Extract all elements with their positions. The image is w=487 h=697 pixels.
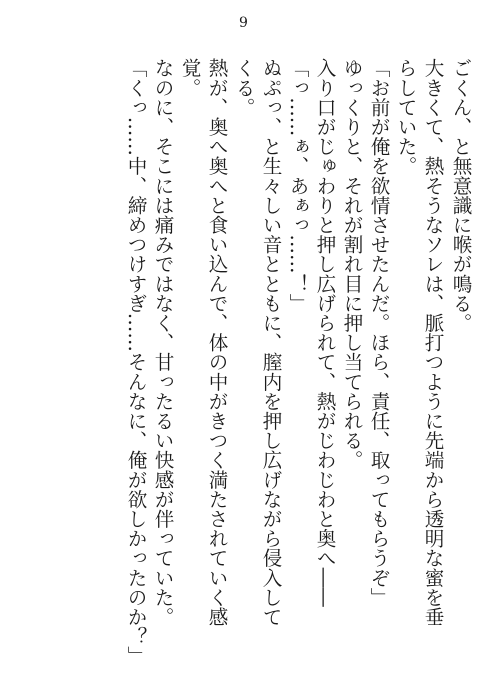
text-line-6: 入り口がじゅわりと押し広げられて、熱がじわじわと奥へ―― xyxy=(313,58,336,607)
text-line-13: 「くっ……中、締めつけすぎ……そんなに、俺が欲しかったのか？」 xyxy=(124,58,147,666)
text-line-4: 「お前が俺を欲情させたんだ。ほら、責任、取ってもらうぞ」 xyxy=(367,58,390,607)
page-number: 9 xyxy=(239,15,248,31)
text-line-10: 熱が、奥へ奥へと食い込んで、体の中がきつく満たされていく感 xyxy=(205,58,228,627)
text-line-8: ぬぷっ、と生々しい音とともに、膣内を押し広げながら侵入して xyxy=(259,58,282,627)
text-line-9: くる。 xyxy=(232,58,255,117)
text-line-12: なのに、そこには痛みではなく、甘ったるい快感が伴っていた。 xyxy=(151,58,174,627)
text-line-7: 「っ……ぁ、あぁっ……！」 xyxy=(286,58,309,313)
text-line-2: 大きくて、熱そうなソレは、脈打つように先端から透明な蜜を垂 xyxy=(421,58,444,627)
text-line-1: ごくん、と無意識に喉が鳴る。 xyxy=(449,58,472,333)
text-line-5: ゆっくりと、それが割れ目に押し当てられる。 xyxy=(340,58,363,470)
text-line-3: らしていた。 xyxy=(394,58,417,176)
text-line-11: 覚。 xyxy=(178,58,201,98)
